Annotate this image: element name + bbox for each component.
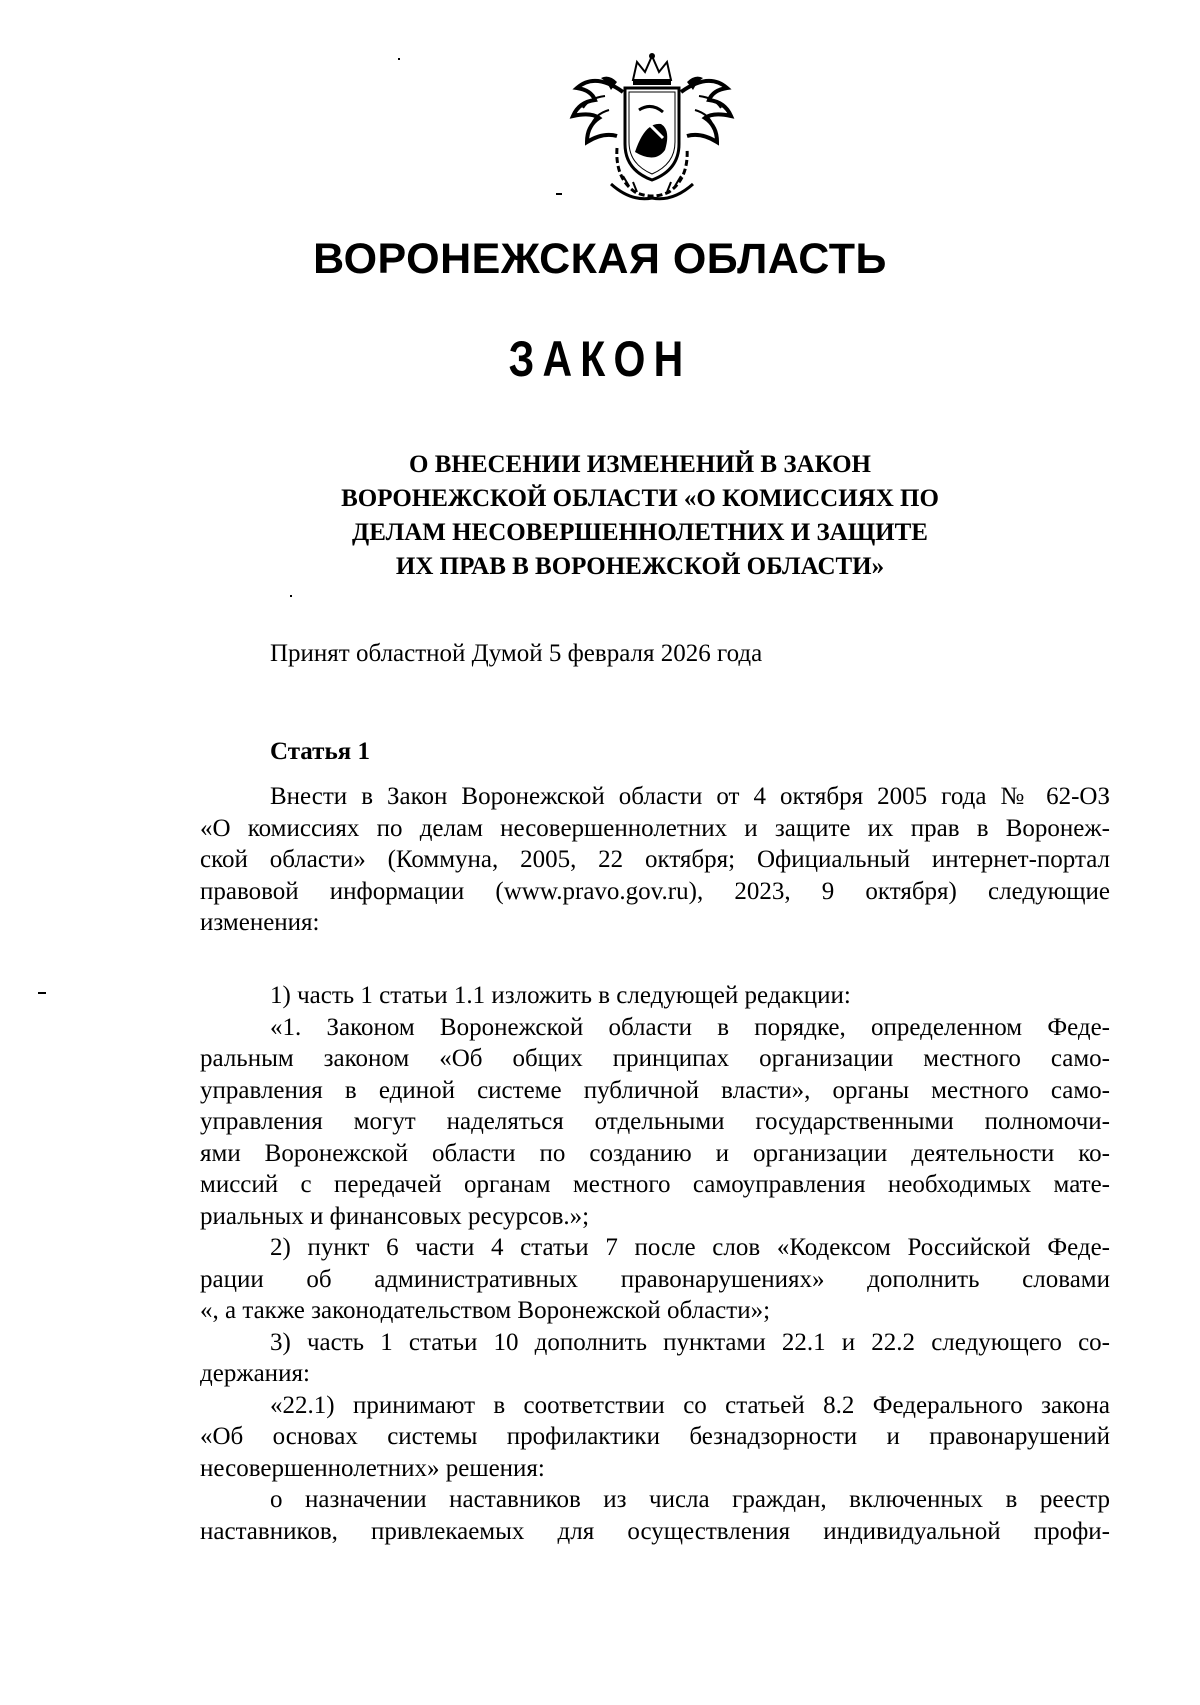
article-amendments <box>200 980 1110 1547</box>
article-paragraph-1 <box>200 781 1110 939</box>
text-line: правовой информации (www.pravo.gov.ru), 2023, 9 октября) следующие <box>200 877 1110 905</box>
document-type-heading: ЗАКОН <box>508 331 692 387</box>
scan-speck <box>556 193 562 195</box>
text-line: «Об основах системы профилактики безнадзорности и правонарушений <box>200 1423 1110 1450</box>
text-line: «1. Законом Воронежской области в порядке, определенном Феде- <box>270 1013 1110 1041</box>
law-title-line: ВОРОНЕЖСКОЙ ОБЛАСТИ «О КОМИССИЯХ ПО <box>341 485 939 512</box>
text-line: изменения: <box>200 909 320 936</box>
text-line: 1) часть 1 статьи 1.1 изложить в следующей редакции: <box>270 982 851 1009</box>
text-line: держания: <box>200 1360 310 1387</box>
text-line: Внести в Закон Воронежской области от 4 октября 2005 года № 62-ОЗ <box>270 783 1110 810</box>
text-line: управления в единой системе публичной власти», органы местного само- <box>200 1076 1110 1104</box>
text-line: ями Воронежской области по созданию и организации деятельности ко- <box>200 1139 1110 1167</box>
coat-of-arms-icon <box>565 52 740 202</box>
law-title-line: О ВНЕСЕНИИ ИЗМЕНЕНИЙ В ЗАКОН <box>409 451 871 478</box>
text-line: 3) часть 1 статьи 10 дополнить пунктами 22.1 и 22.2 следующего со- <box>270 1328 1110 1356</box>
law-title-line: ДЕЛАМ НЕСОВЕРШЕННОЛЕТНИХ И ЗАЩИТЕ <box>352 519 928 546</box>
adoption-date: Принят областной Думой 5 февраля 2026 года <box>270 640 763 667</box>
text-line: «О комиссиях по делам несовершеннолетних и защите их прав в Воронеж- <box>200 814 1110 842</box>
scan-speck <box>38 992 46 994</box>
text-line: риальных и финансовых ресурсов.»; <box>200 1202 590 1230</box>
text-line: управления могут наделяться отдельными государственными полномочи- <box>200 1108 1110 1135</box>
scan-speck <box>290 595 292 597</box>
text-line: «22.1) принимают в соответствии со статьей 8.2 Федерального закона <box>270 1391 1110 1419</box>
law-title-line: ИХ ПРАВ В ВОРОНЕЖСКОЙ ОБЛАСТИ» <box>395 553 885 580</box>
scan-speck <box>398 58 400 60</box>
text-line: «, а также законодательством Воронежской области»; <box>200 1297 771 1324</box>
law-title <box>280 448 1000 584</box>
text-line: рации об административных правонарушениях» дополнить словами <box>200 1265 1110 1293</box>
region-heading: ВОРОНЕЖСКАЯ ОБЛАСТЬ <box>313 235 887 283</box>
article-heading: Статья 1 <box>270 738 370 765</box>
text-line: 2) пункт 6 части 4 статьи 7 после слов «Кодексом Российской Феде- <box>270 1234 1110 1261</box>
text-line: ской области» (Коммуна, 2005, 22 октября; Официальный интернет-портал <box>200 846 1110 873</box>
text-line: ральным законом «Об общих принципах организации местного само- <box>200 1045 1110 1072</box>
text-line: о назначении наставников из числа граждан, включенных в реестр <box>270 1486 1110 1513</box>
text-line: миссий с передачей органам местного самоуправления необходимых мате- <box>200 1171 1110 1198</box>
text-line: несовершеннолетних» решения: <box>200 1454 545 1482</box>
text-line: наставников, привлекаемых для осуществления индивидуальной профи- <box>200 1517 1110 1545</box>
